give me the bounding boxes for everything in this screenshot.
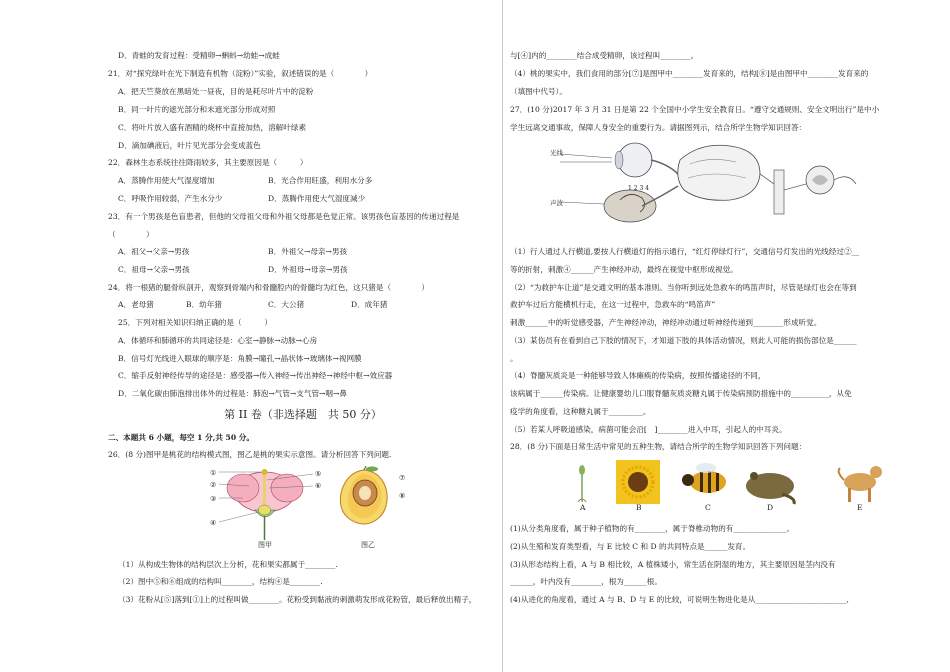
q27-part2-cont2: 刺激______中的听觉感受器，产生神经冲动，神经冲动通过听神经传递到________形成听觉。 [510,318,822,327]
q26-part4: （4）桃的果实中，我们食用的部分[⑦]是图甲中________发育来的，结构[⑧]是由图甲中________发育来的 [510,69,869,78]
label-e: E [857,503,863,512]
dog-image [839,466,882,502]
q24-option-c: C．大公猪 [268,300,305,309]
q23-option-b: B．外祖父→母亲→男孩 [268,247,348,256]
fig-label-4: ④ [210,519,217,527]
q28-part1: (1)从分类角度看，属于种子植物的有________，属于脊椎动物的有______________。 [510,524,795,533]
fig-label-3: ③ [210,495,217,503]
q27-part3: （3）某伤员有在看到自己下肢的情况下，才知道下肢的具体活动情况，则此人可能的损伤部位是______ [510,336,857,345]
label-b: B [636,503,642,512]
q24-stem: 24．将一根猪的腿骨纵剖开，观察到骨端内和骨髓腔内的骨髓均为红色，这只猪是（ ） [108,283,430,292]
q25-option-b: B．信号灯光线进入眼球的顺序是：角膜→瞳孔→晶状体→玻璃体→视网膜 [118,354,362,363]
q23-option-c: C．祖母→父亲→男孩 [118,265,190,274]
q26-part3-cont: 与[④]内的________结合成受精卵，该过程叫________。 [510,51,699,60]
q27-part4-cont: 该病属于______传染病。让健康婴幼儿口服脊髓灰质炎糖丸属于传染病预防措施中的__________，从免 [510,389,852,398]
q24-option-a: A．老母猪 [118,300,154,309]
q27-part5: （5）若某人呼吸道感染，病菌可能会沿[ ]________进入中耳，引起人的中耳炎。 [510,425,787,434]
q22-option-c: C．呼吸作用较弱，产生水分少 [118,194,223,203]
q20-option-d: D．青蛙的发育过程：受精卵→蝌蚪→幼蛙→成蛙 [118,51,280,60]
q26-stem: 26．(8 分)图甲是桃花的结构模式图，图乙是桃的果实示意图。请分析回答下列问题. [108,450,392,459]
q21-option-b: B．同一叶片的遮光部分和未遮光部分形成对照 [118,105,276,114]
q26-part1: （1）从构成生物体的结构层次上分析，花和果实都属于________. [118,560,338,569]
fig-label-6: ⑥ [315,482,322,490]
q25-option-c: C．缩手反射神经传导的途径是：感受器→传入神经→传出神经→神经中枢→效应器 [118,371,393,380]
q23-paren: （ ） [108,230,154,239]
peach-flower-diagram [203,464,333,544]
light-label: 光线 [550,149,563,157]
q25-option-d: D．二氧化碳由肺泡排出体外的过程是：肺泡→气管→支气管→咽→鼻 [118,389,347,398]
section-title: 第 II 卷（非选择题 共 50 分） [224,408,382,421]
q28-part4: (4)从进化的角度看，通过 A 与 B、D 与 E 的比较，可说明生物进化是从________________________, [510,595,849,604]
q24-option-d: D．成年猪 [351,300,388,309]
q21-option-c: C．将叶片放入盛有酒精的烧杯中直接加热，溶解叶绿素 [118,123,307,132]
q26-part3: （3）花粉从[⑤]落到[①]上的过程叫做________。花粉受到黏液的刺激萌发形成花粉管，最后释放出精子， [118,595,477,604]
q21-stem: 21．对“探究绿叶在光下制造有机物（淀粉）”实验，叙述错误的是（ ） [108,69,373,78]
q25-stem: 25．下列对相关知识归纳正确的是（ ） [118,318,272,327]
peach-fruit-diagram [336,466,392,526]
q26-part2: （2）图中⑤和⑥组成的结构叫________，结构④是________. [118,577,323,586]
q27-part4-cont2: 疫学的角度看，这种糖丸属于_________。 [510,407,651,416]
q27-part1: （1）行人通过人行横道,要按人行横道灯的指示通行，“红灯停绿灯行”，交通信号灯发出的光线经过②__ [510,247,860,256]
label-a: A [580,503,586,512]
fig-label-8: ⑧ [399,492,406,500]
q25-option-a: A．体循环和肺循环的共同途径是：心室→静脉→动脉→心房 [118,336,318,345]
ear-numbers: 1 2 3 4 [628,185,649,192]
sound-label: 声波 [550,199,563,207]
column-divider [502,0,503,672]
eye-ear-brain-diagram [550,140,870,230]
q22-option-b: B．光合作用旺盛，利用水分多 [268,176,373,185]
q22-option-d: D．蒸腾作用使大气湿度减少 [268,194,366,203]
q27-part1-cont: 等的折射，刺激④______产生神经冲动，最终在视觉中枢形成视觉。 [510,265,738,274]
q27-stem-1: 27．(10 分)2017 年 3 月 31 日是第 22 个全国中小学生安全教育日。“遵守交通规则、安全文明出行”是中小 [510,105,880,114]
q24-option-b: B．幼年猪 [186,300,222,309]
q28-stem: 28．(8 分)下面是日常生活中常见的五种生物，请结合所学的生物学知识回答下列问题： [510,442,807,451]
fig-label-1: ① [210,469,217,477]
q27-part3-end: 。 [510,354,518,363]
q22-option-a: A．蒸腾作用使大气湿度增加 [118,176,215,185]
fig-caption-yi: 图乙 [361,541,375,549]
organism-images [570,458,890,506]
sunflower-image [616,460,660,504]
label-c: C [705,503,711,512]
fig-caption-jia: 图甲 [258,541,272,549]
q27-stem-2: 学生远离交通事故，保障人身安全的重要行为。请据图列示，结合所学生物学知识回答： [510,123,807,132]
q28-part2: (2)从生殖和发育类型看，与 E 比较 C 和 D 的共同特点是______发育。 [510,542,751,551]
q28-part3: (3)从形态结构上看，A 与 B 相比较，A 植株矮小，常生活在阴湿的地方，其主要原因是茎内没有 [510,560,836,569]
label-d: D [767,503,774,512]
q21-option-d: D．滴加碘液后，叶片见光部分会变成蓝色 [118,141,261,150]
section-instruction: 二、本题共 6 小题，每空 1 分,共 50 分。 [108,433,254,442]
moss-image [578,465,586,502]
q28-part3-cont: ______，叶内没有________，根为______根。 [510,577,662,586]
q26-part4-cont: （填图中代号）。 [510,87,567,96]
fig-label-5: ⑤ [315,470,322,478]
q27-part4: （4）脊髓灰质炎是一种能够导致人体瘫痪的传染病，按照传播途径的不同， [510,371,766,380]
right-column [510,0,910,672]
fig-label-2: ② [210,481,217,489]
q27-part2: （2）“为救护车让道”是交通文明的基本准则。当你听到远处急救车的鸣笛声时，尽管是绿灯也会在等到 [510,283,857,292]
q22-stem: 22．森林生态系统往往降雨较多，其主要原因是（ ） [108,158,308,167]
bee-image [682,463,726,493]
q23-option-a: A．祖父→父亲→男孩 [118,247,190,256]
left-column [108,0,498,672]
frog-image [746,472,794,504]
q23-stem: 23．有一个男孩是色盲患者，但他的父母祖父母和外祖父母都是色觉正常。该男孩色盲基因的传递过程是 [108,212,460,221]
fig-label-7: ⑦ [399,474,406,482]
q23-option-d: D．外祖母→母亲→男孩 [268,265,348,274]
q21-option-a: A．把天竺葵放在黑暗处一昼夜，目的是耗尽叶片中的淀粉 [118,87,314,96]
q27-part2-cont: 救护车过后方能横机行走，在这一过程中，急救车的“鸣笛声” [510,300,716,309]
